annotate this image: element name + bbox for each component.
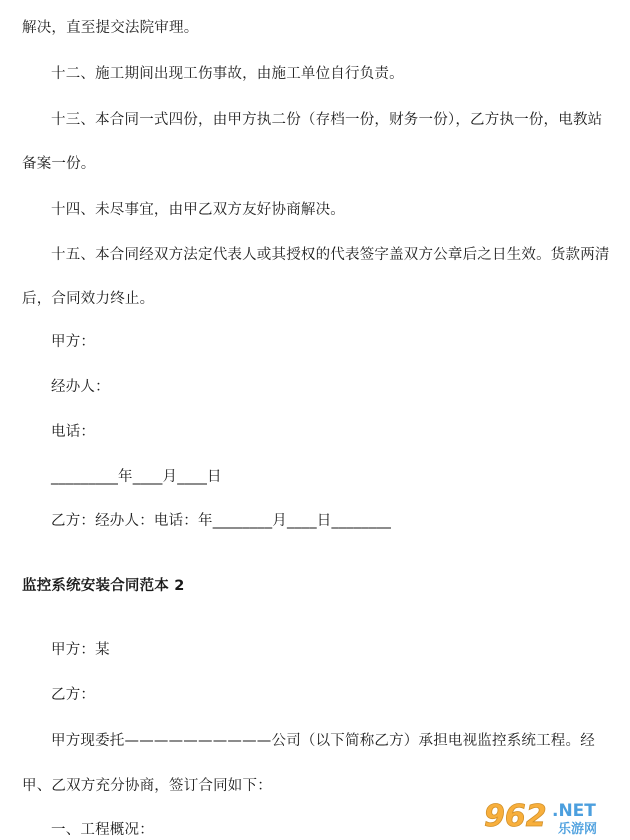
section-heading: 监控系统安装合同范本 2	[22, 578, 185, 594]
text-line: 十四、未尽事宜，由甲乙双方友好协商解决。	[51, 202, 345, 218]
signature-line: 乙方：经办人：电话：年________月____日________	[51, 513, 392, 529]
text-line: 一、工程概况：	[51, 822, 154, 838]
text-line: 经办人：	[51, 379, 110, 395]
svg-text:乐游网: 乐游网	[558, 822, 598, 836]
text-line: 甲方现委托——————————公司（以下简称乙方）承担电视监控系统工程。经	[51, 733, 595, 749]
text-line: 十三、本合同一式四份，由甲方执二份（存档一份，财务一份），乙方执一份，电教站	[51, 112, 603, 128]
text-line: 后，合同效力终止。	[22, 291, 155, 307]
text-line: 乙方：	[51, 687, 96, 703]
text-line: 甲方：	[51, 334, 96, 350]
svg-text:962: 962	[484, 799, 547, 834]
text-line: 十五、本合同经双方法定代表人或其授权的代表签字盖双方公章后之日生效。货款两清	[51, 247, 610, 263]
text-line: 电话：	[51, 424, 96, 440]
text-line: 甲方：某	[51, 642, 110, 658]
text-line: 备案一份。	[22, 156, 96, 172]
site-watermark-logo	[482, 796, 622, 836]
text-line: 甲、乙双方充分协商，签订合同如下：	[22, 778, 272, 794]
text-line: 解决，直至提交法院审理。	[22, 20, 199, 36]
text-line: 十二、施工期间出现工伤事故，由施工单位自行负责。	[51, 66, 404, 82]
date-line: _________年____月____日	[51, 469, 222, 485]
svg-text:.NET: .NET	[552, 801, 596, 821]
